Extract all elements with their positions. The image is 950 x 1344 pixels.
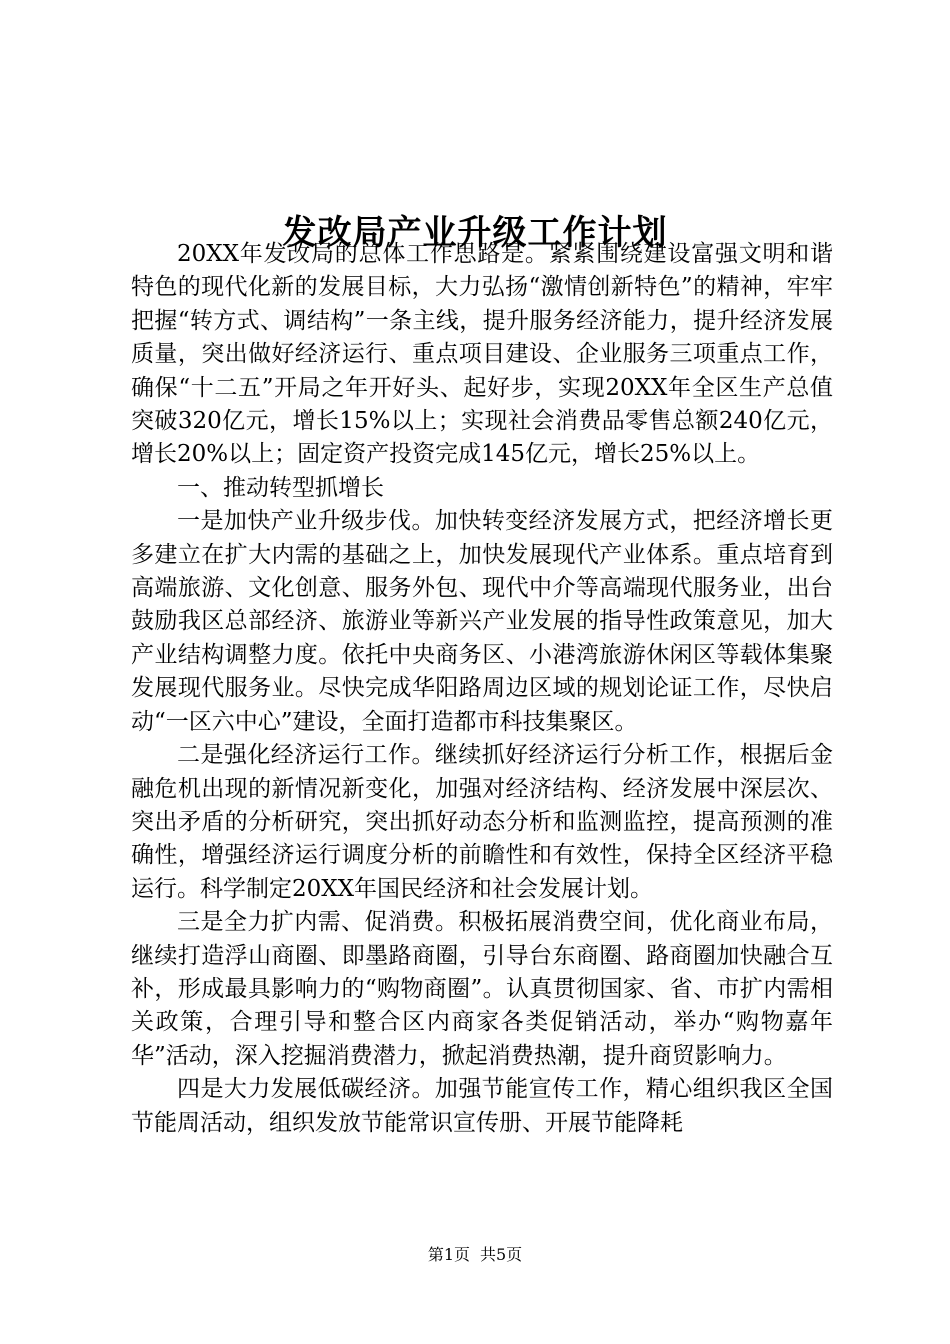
page-number-total: 共5页 — [480, 1245, 523, 1264]
paragraph-2: 二是强化经济运行工作。继续抓好经济运行分析工作，根据后金融危机出现的新情况新变化，加强对经济结构、经济发展中深层次、突出矛盾的分析研究，突出抓好动态分析和监测监控，提高预测的准确性，增强经济运行调度分析的前瞻性和有效性，保持全区经济平稳运行。科学制定20XX年国民经济和社会发展计划。 — [131, 742, 833, 902]
paragraph-4: 四是大力发展低碳经济。加强节能宣传工作，精心组织我区全国节能周活动，组织发放节能常识宣传册、开展节能降耗 — [131, 1076, 833, 1136]
paragraph-1: 一是加快产业升级步伐。加快转变经济发展方式，把经济增长更多建立在扩大内需的基础之上，加快发展现代产业体系。重点培育到高端旅游、文化创意、服务外包、现代中介等高端现代服务业，出台鼓励我区总部经济、旅游业等新兴产业发展的指导性政策意见，加大产业结构调整力度。依托中央商务区、小港湾旅游休闲区等载体集聚发展现代服务业。尽快完成华阳路周边区域的规划论证工作，尽快启动“一区六中心”建设，全面打造都市科技集聚区。 — [131, 508, 833, 735]
page-footer — [0, 1243, 950, 1267]
paragraph-intro: 20XX年发改局的总体工作思路是。紧紧围绕建设富强文明和谐特色的现代化新的发展目标，大力弘扬“激情创新特色”的精神，牢牢把握“转方式、调结构”一条主线，提升服务经济能力，提升经济发展质量，突出做好经济运行、重点项目建设、企业服务三项重点工作，确保“十二五”开局之年开好头、起好步，实现20XX年全区生产总值突破320亿元，增长15%以上；实现社会消费品零售总额240亿元，增长20%以上；固定资产投资完成145亿元，增长25%以上。 — [131, 241, 833, 468]
section-heading-1: 一、推动转型抓增长 — [177, 474, 384, 501]
paragraph-3: 三是全力扩内需、促消费。积极拓展消费空间，优化商业布局，继续打造浮山商圈、即墨路商圈，引导台东商圈、路商圈加快融合互补，形成最具影响力的“购物商圈”。认真贯彻国家、省、市扩内需相关政策，合理引导和整合区内商家各类促销活动，举办“购物嘉年华”活动，深入挖掘消费潜力，掀起消费热潮，提升商贸影响力。 — [131, 909, 833, 1069]
page-number-current: 第1页 — [427, 1245, 470, 1264]
document-title: 发改局产业升级工作计划 — [282, 212, 668, 253]
document-body — [131, 238, 833, 1140]
